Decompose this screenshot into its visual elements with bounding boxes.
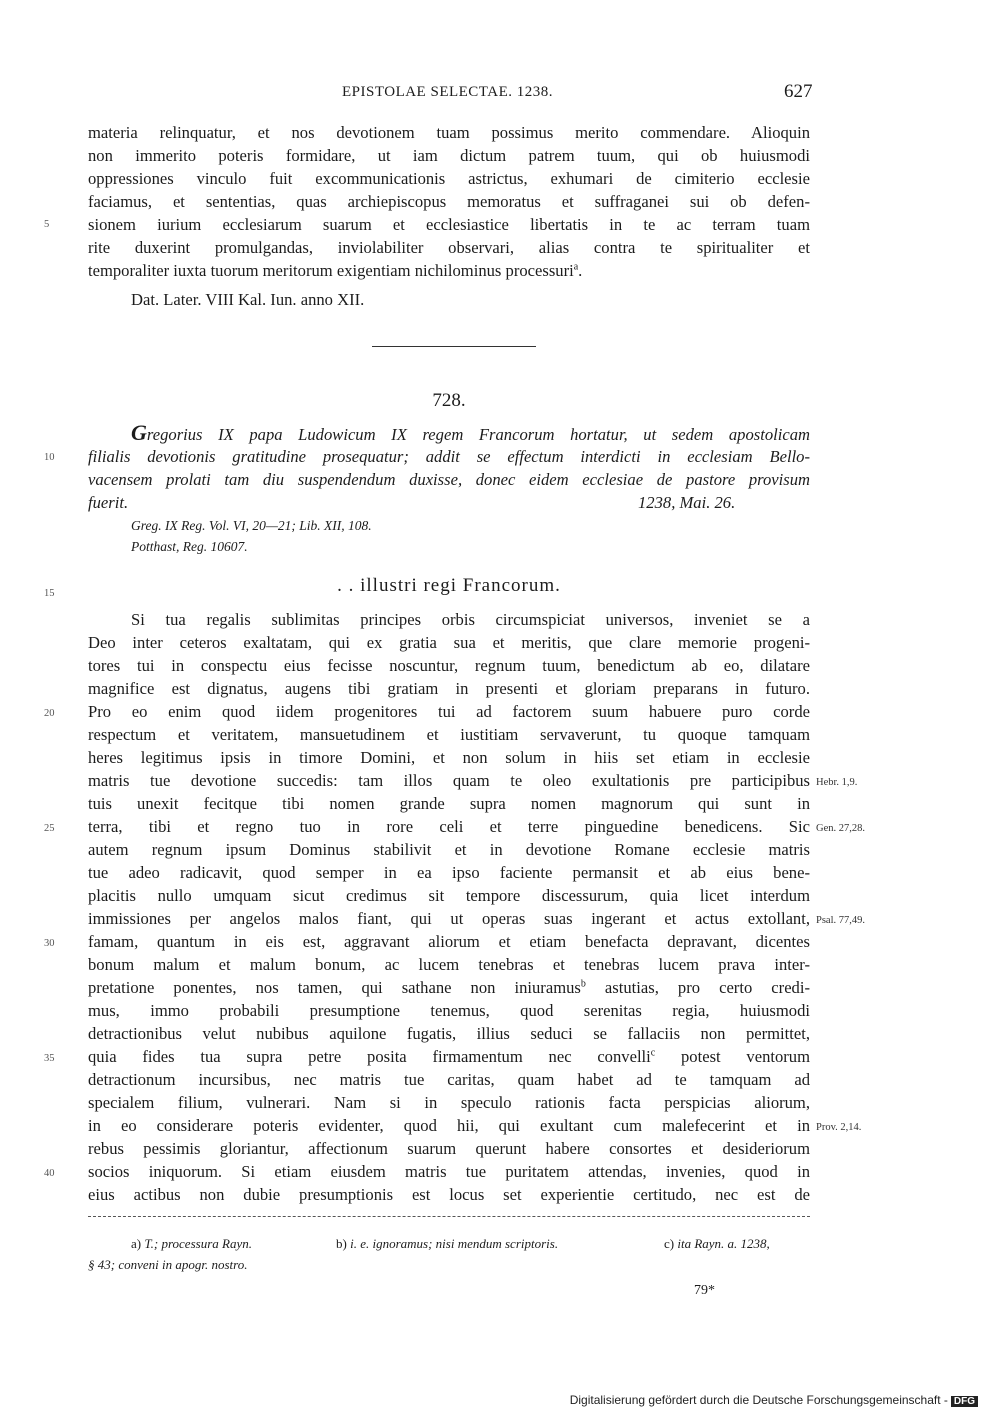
running-header [0,81,1000,108]
digitization-footer [570,1393,978,1407]
footnote-mark: a) [131,1236,142,1251]
body-line [88,977,810,999]
source-line: Greg. IX Reg. Vol. VI, 20—21; Lib. XII, 108. [131,518,372,533]
body-line: Deo inter ceteros exaltatam, qui ex gratia sua et meritis, que clare memorie progeni- [88,633,810,652]
summary-date: 1238, Mai. 26. [638,493,736,512]
text-line: non immerito poteris formidare, ut iam dictum patrem tuum, qui ob huiusmodi [88,146,810,165]
footnote-a [131,1236,252,1252]
body-line: heres legitimus ipsis in timore Domini, et non solum in hiis set etiam in ecclesie [88,748,810,767]
line-number: 15 [44,588,55,599]
text-span: regorius IX papa Ludowicum IX regem Francorum hortatur, ut sedem apostolicam [146,425,810,444]
section-divider [372,346,536,347]
body-line: immissiones per angelos malos fiant, qui ut operas suas ingerant et actus extollant, [88,909,810,928]
body-line: placitis nullo umquam sicut credimus sit tempore discessurum, quia licet interdum [88,886,810,905]
footnote-mark: c) [664,1236,675,1251]
text-span: temporaliter iuxta tuorum meritorum exigentiam nichilominus processuri [88,261,574,280]
summary-last: fuerit. [88,493,129,512]
footnote-b [336,1236,558,1252]
body-line [88,1046,810,1068]
body-line: magnifice est dignatus, augens tibi gratiam in presenti et gloriam preparans in futuro. [88,679,810,698]
header-title: EPISTOLAE SELECTAE. 1238. [342,84,554,100]
margin-reference: Psal. 77,49. [816,915,866,926]
footer-text: Digitalisierung gefördert durch die Deutsche Forschungsgemeinschaft - [569,1393,948,1407]
letter-number: 728. [432,390,466,411]
body-line: Si tua regalis sublimitas principes orbis circumspiciat universos, inveniet se a [131,610,810,629]
initial-letter: G [131,420,147,445]
body-line: tuis unexit fecitque tibi nomen grande supra nomen magnorum qui sunt in [88,794,810,813]
text-line: sionem iurium ecclesiarum suarum et ecclesiastice libertatis in te ac terram tuam [88,215,810,234]
body-line: tue adeo radicavit, quod semper in ea ipso faciente permansit et ab eius bene- [88,863,810,882]
text-span: astutias, pro certo credi- [585,978,810,997]
line-number: 20 [44,708,55,719]
line-number: 30 [44,938,55,949]
body-line: socios iniquorum. Si etiam eiusdem matris tue puritatem attendas, invenies, quod in [88,1162,810,1181]
body-line: bonum malum et malum bonum, ac lucem tenebras et tenebras lucem prava inter- [88,955,810,974]
body-line: specialem filium, vulnerari. Nam si in speculo rationis facta perspicias aliorum, [88,1093,810,1112]
margin-reference: Gen. 27,28. [816,823,865,834]
body-line: respectum et veritatem, mansuetudinem et iustitiam servaverunt, tu quoque tamquam [88,725,810,744]
body-line: eius actibus non dubie presumptionis est locus set experientie certitudo, nec est de [88,1185,810,1204]
body-line: in eo considerare poteris evidenter, quod hii, qui exultant cum malefecerint et in [88,1116,810,1135]
text-line: rite duxerint promulgandas, inviolabiliter observari, alias contra te spiritualiter et [88,238,810,257]
footnote-mark: b) [336,1236,347,1251]
footnote-text: ita Rayn. a. 1238, [677,1236,770,1251]
address-line: . . illustri regi Francorum. [337,575,561,596]
text-span: . [578,261,583,280]
body-line: autem regnum ipsum Dominus stabilivit et in devotione Romane ecclesie matris [88,840,810,859]
summary-line [88,492,810,514]
text-span: potest ventorum [655,1047,810,1066]
date-line: Dat. Later. VIII Kal. Iun. anno XII. [131,290,365,309]
footnote-ref-a: a [573,261,579,273]
summary-line: vacensem prolati tam diu suspendendum duxisse, donec eidem ecclesiae de pastore provisum [88,470,810,489]
line-number: 10 [44,452,55,463]
footnote-c [664,1236,770,1252]
body-line: Pro eo enim quod iidem progenitores tui ad factorem suum habuere puro corde [88,702,810,721]
text-line: faciamus, et sententias, quas archiepiscopus memoratus et suffraganei sui ob defen- [88,192,810,211]
text-span: pretatione ponentes, nos tamen, qui sathane non iniuramus [88,978,581,997]
summary-line: filialis devotionis gratitudine prosequatur; addit se effectum interdicti in ecclesiam Bello- [88,447,810,466]
line-number: 25 [44,823,55,834]
body-line: detractionum incursibus, nec matris tue caritas, quam habet ad te tamquam ad [88,1070,810,1089]
signature-mark: 79* [694,1283,715,1298]
body-line: famam, quantum in eis est, aggravant aliorum et etiam benefacta depravant, dicentes [88,932,810,951]
footnote-divider [88,1216,810,1217]
text-line: oppressiones vinculo fuit excommunicationis astrictus, exhumari de cimiterio ecclesie [88,169,810,188]
page-number: 627 [784,81,813,102]
footnote-ref-b: b [580,978,586,990]
text-line [88,260,810,282]
text-line: materia relinquatur, et nos devotionem tuam possimus merito commendare. Alioquin [88,123,810,142]
body-line: rebus pessimis gloriantur, affectionum suarum querunt habere consortes et desideriorum [88,1139,810,1158]
body-line: detractionibus velut nubibus aquilone fugatis, illius seduci se fallaciis non permittet, [88,1024,810,1043]
body-line: terra, tibi et regno tuo in rore celi et terre pinguedine benedicens. Sic [88,817,810,836]
text-span: quia fides tua supra petre posita firmamentum nec convelli [88,1047,651,1066]
footnote-ref-c: c [650,1047,656,1059]
body-line: matris tue devotione succedis: tam illos quam te oleo exultationis pre participibus [88,771,810,790]
line-number: 5 [44,219,50,230]
margin-reference: Hebr. 1,9. [816,777,858,788]
margin-reference: Prov. 2,14. [816,1122,862,1133]
summary-line [131,420,810,446]
dfg-logo: DFG [951,1396,978,1407]
footnote-text: i. e. ignoramus; nisi mendum scriptoris. [350,1236,559,1251]
body-line: tores tui in conspectu eius fecisse noscuntur, regnum tuum, benedictum ab eo, dilatare [88,656,810,675]
footnote-text: T.; processura Rayn. [144,1236,252,1251]
line-number: 40 [44,1168,55,1179]
footnote-continuation: § 43; conveni in apogr. nostro. [88,1257,248,1272]
source-line: Potthast, Reg. 10607. [131,539,248,554]
body-line: mus, immo probabili presumptione tenemus, quod serenitas regia, huiusmodi [88,1001,810,1020]
line-number: 35 [44,1053,55,1064]
